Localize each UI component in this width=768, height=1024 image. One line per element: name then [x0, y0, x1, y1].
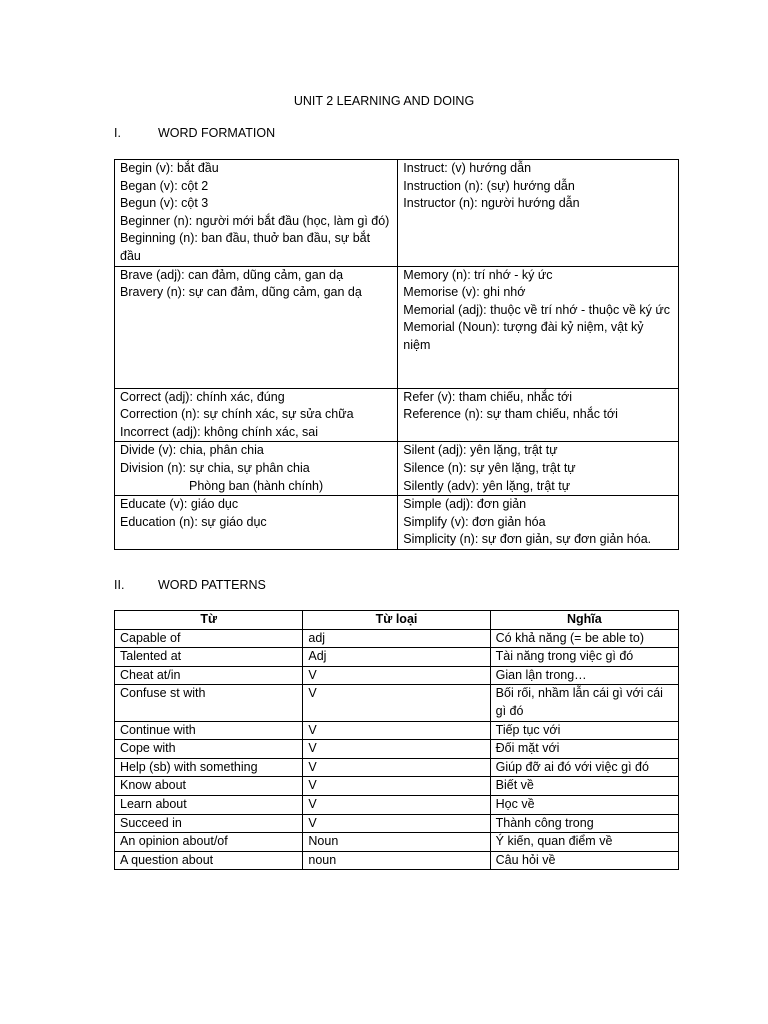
word-cell: Continue with: [115, 721, 303, 740]
word-entry: Correction (n): sự chính xác, sự sửa chữa: [120, 407, 354, 422]
meaning-cell: Có khả năng (= be able to): [490, 629, 678, 648]
table-cell: [398, 266, 679, 388]
table-cell: [115, 496, 398, 550]
word-cell: Know about: [115, 777, 303, 796]
section-heading-word-formation: [114, 125, 275, 143]
word-cell: Cope with: [115, 740, 303, 759]
word-entry: Silence (n): sự yên lặng, trật tự: [403, 460, 576, 475]
word-cell: Cheat at/in: [115, 666, 303, 685]
word-type-cell: adj: [303, 629, 490, 648]
section-number: I.: [114, 126, 121, 140]
table-cell: [398, 160, 679, 267]
word-cell: Talented at: [115, 648, 303, 667]
table-row: [115, 814, 679, 833]
table-row: [115, 496, 679, 550]
word-type-cell: V: [303, 740, 490, 759]
word-cell: Capable of: [115, 629, 303, 648]
meaning-cell: Thành công trong: [490, 814, 678, 833]
word-entry: Memorial (Noun): tượng đài kỷ niệm, vật kỷ niệm: [403, 320, 644, 352]
column-header: Từ: [115, 611, 303, 630]
word-entry: Simple (adj): đơn giản: [403, 497, 527, 512]
table-row: [115, 833, 679, 852]
meaning-cell: Tài năng trong việc gì đó: [490, 648, 678, 667]
word-type-cell: noun: [303, 851, 490, 870]
word-cell: Confuse st with: [115, 685, 303, 721]
word-entry: Instruction (n): (sự) hướng dẫn: [403, 178, 575, 193]
word-entry: Beginner (n): người mới bắt đầu (học, làm gì đó): [120, 213, 390, 228]
word-cell: A question about: [115, 851, 303, 870]
section-heading-word-patterns: [114, 577, 266, 595]
section-title: WORD PATTERNS: [158, 578, 266, 592]
word-type-cell: V: [303, 685, 490, 721]
word-type-cell: V: [303, 758, 490, 777]
word-entry: Divide (v): chia, phân chia: [120, 443, 264, 458]
meaning-cell: Giúp đỡ ai đó với việc gì đó: [490, 758, 678, 777]
word-entry: Begun (v): cột 3: [120, 196, 209, 211]
table-cell: [398, 496, 679, 550]
word-type-cell: V: [303, 721, 490, 740]
word-entry: Memory (n): trí nhớ - ký ức: [403, 267, 553, 282]
table-row: [115, 721, 679, 740]
word-entry: Educate (v): giáo dục: [120, 497, 239, 512]
table-cell: [115, 442, 398, 496]
table-row: [115, 648, 679, 667]
meaning-cell: Bối rối, nhầm lẫn cái gì với cái gì đó: [490, 685, 678, 721]
word-entry: Bravery (n): sự can đảm, dũng cảm, gan dạ: [120, 285, 362, 300]
word-type-cell: V: [303, 795, 490, 814]
table-row: [115, 442, 679, 496]
table-cell: [398, 442, 679, 496]
word-type-cell: Adj: [303, 648, 490, 667]
word-cell: Succeed in: [115, 814, 303, 833]
word-entry: Simplify (v): đơn giản hóa: [403, 514, 546, 529]
table-row: [115, 388, 679, 442]
table-row: [115, 629, 679, 648]
table-row: [115, 666, 679, 685]
word-entry: Silent (adj): yên lặng, trật tự: [403, 443, 558, 458]
word-type-cell: V: [303, 814, 490, 833]
meaning-cell: Gian lận trong…: [490, 666, 678, 685]
word-entry: Education (n): sự giáo dục: [120, 514, 267, 529]
word-entry: Brave (adj): can đảm, dũng cảm, gan dạ: [120, 267, 344, 282]
table-row: [115, 758, 679, 777]
word-entry: Incorrect (adj): không chính xác, sai: [120, 424, 319, 439]
word-entry: Instruct: (v) hướng dẫn: [403, 161, 532, 175]
table-cell: [115, 388, 398, 442]
table-row: [115, 160, 679, 267]
table-cell: [115, 266, 398, 388]
column-header: Từ loại: [303, 611, 490, 630]
section-number: II.: [114, 578, 125, 592]
word-entry: Simplicity (n): sự đơn giản, sự đơn giản hóa.: [403, 532, 652, 547]
table-header-row: [115, 611, 679, 630]
table-cell: [115, 160, 398, 267]
word-cell: Help (sb) with something: [115, 758, 303, 777]
table-row: [115, 777, 679, 796]
word-entry: Memorise (v): ghi nhớ: [403, 285, 526, 300]
table-row: [115, 795, 679, 814]
section-title: WORD FORMATION: [158, 126, 276, 140]
word-entry: Phòng ban (hành chính): [189, 478, 324, 493]
word-entry: Reference (n): sự tham chiếu, nhắc tới: [403, 407, 618, 422]
table-cell: [398, 388, 679, 442]
column-header: Nghĩa: [490, 611, 678, 630]
word-entry: Began (v): cột 2: [120, 178, 209, 193]
word-entry: Correct (adj): chính xác, đúng: [120, 389, 285, 404]
word-entry: Refer (v): tham chiếu, nhắc tới: [403, 389, 572, 404]
meaning-cell: Học về: [490, 795, 678, 814]
word-entry: Memorial (adj): thuộc về trí nhớ - thuộc về ký ức: [403, 302, 670, 317]
word-entry: Beginning (n): ban đầu, thuở ban đầu, sự bắt đầu: [120, 231, 371, 263]
table-row: [115, 740, 679, 759]
word-entry: Silently (adv): yên lặng, trật tự: [403, 478, 571, 493]
word-formation-table: [114, 159, 679, 550]
meaning-cell: Câu hỏi về: [490, 851, 678, 870]
word-cell: Learn about: [115, 795, 303, 814]
word-entry: Division (n): sự chia, sự phân chia: [120, 460, 310, 475]
word-entry: Begin (v): bắt đầu: [120, 161, 219, 175]
table-row: [115, 685, 679, 721]
meaning-cell: Biết về: [490, 777, 678, 796]
word-entry: Instructor (n): người hướng dẫn: [403, 196, 580, 211]
word-cell: An opinion about/of: [115, 833, 303, 852]
word-type-cell: V: [303, 777, 490, 796]
table-row: [115, 266, 679, 388]
meaning-cell: Ý kiến, quan điểm về: [490, 833, 678, 852]
meaning-cell: Đối mặt với: [490, 740, 678, 759]
page-title: UNIT 2 LEARNING AND DOING: [293, 94, 475, 108]
word-type-cell: V: [303, 666, 490, 685]
table-row: [115, 851, 679, 870]
word-type-cell: Noun: [303, 833, 490, 852]
word-patterns-table: [114, 610, 679, 870]
meaning-cell: Tiếp tục với: [490, 721, 678, 740]
